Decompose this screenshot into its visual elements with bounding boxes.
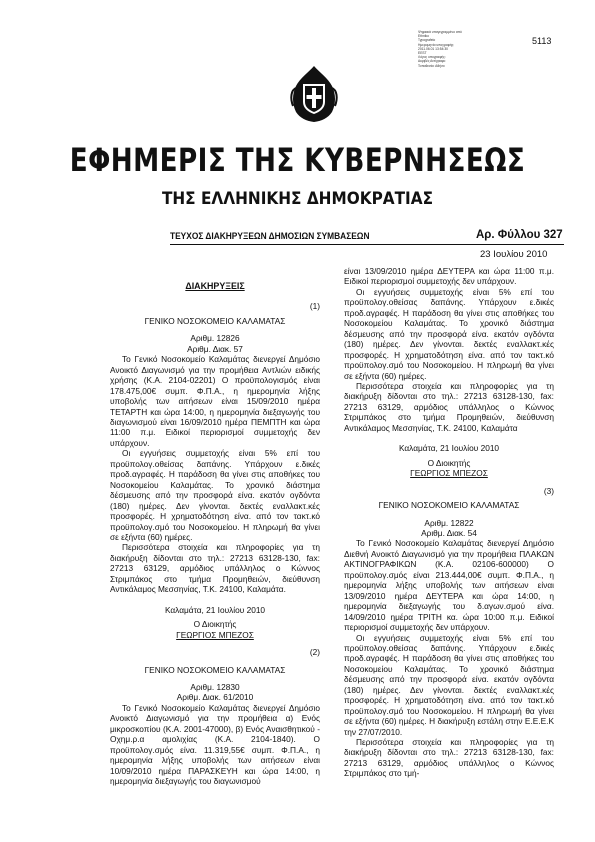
notice-paragraph: Το Γενικό Νοσοκομείο Καλαμάτας διενεργεί Δημόσιο Ανοικτό Διαγωνισμό για την προμήθεια Αντλιών ειδικής χρήσης (Κ.Α. 2104-02201) Ο προϋπολογισμός είναι 178.475,00€ συμπ. Φ.Π.Α., η ημερομηνία λήξης υποβολής των αιτήσεων είναι 15/09/2010 ημέρα ΤΕΤΑΡΤΗ και ώρα 14:00, η ημερομηνία διεξαγωγής του διαγωνισμού είναι 16/09/2010 ημέρα ΠΕΜΠΤΗ και ώρα 11:00 π.μ. Ειδικοί περιορισμοί συμμετοχής δεν υπάρχουν. [110,354,320,448]
notice-paragraph: Περισσότερα στοιχεία και πληροφορίες για τη διακήρυξη δίδονται στο τηλ.: 27213 63128-130, fax: 27213 63129, αρμόδιος υπάλληλος ο Κώννος Στριμπάκος στο τμήμα Προμηθειών, διεύθυνση Αντικάλαμος Μεσσηνίας, Τ.Κ. 24100, Καλαμάτα [344,380,554,433]
notice-organization: ΓΕΝΙΚΟ ΝΟΣΟΚΟΜΕΙΟ ΚΑΛΑΜΑΤΑΣ [378,500,520,511]
stamp-line: 2011.06.01 13:54:30 [418,46,449,51]
digital-signature-stamp [418,30,478,68]
notice-number: (2) [309,647,320,658]
notice-paragraph: Το Γενικό Νοσοκομείο Καλαμάτας διενεργεί Δημόσιο Ανοικτό Διαγωνισμό για την προμήθεια α) Ενός μικροσκοπίου (Κ.Α. 2001-47000), β) Ενός Αναισθητικού - Οχημ.ρ.α αμολιχίας (Κ.Α. 2104-1840). Ο προϋπολογ.σμός είνα. 11.319,55€ συμπ. Φ.Π.Α., η ημερομηνία λήξης υποβολής των αιτήσεων είναι 10/09/2010 ημέρα ΠΑΡΑΣΚΕΥΗ και ώρα 14:00, η ημερομηνία διεξαγωγής του διαγωνισμού [110,702,320,787]
stamp-line: Ethniko [418,34,429,39]
notice-paragraph: Οι εγγυήσεις συμμετοχής είναι 5% επί του προϋπολογ.οθείσας δαπάνης. Υπάρχουν ε.δικές προδ.αγραφές. Η παράδοση θα γίνει στις αποθήκες του Νοσοκομείου Καλαμάτας. Το χρονικό διάστημα δέσμευσης από την προσφορά είνα. εκατόν ογδόντα (180) ημέρες. Δεν γίνονται. δεκτές εναλλακτ.κές προσφορές. Η χρηματοδότηση είνα. από τον τακτ.κό προϋπολογ.σμό του Νοσοκομείου. Η πληρωμή θα γίνει σε εξήντα (60) ημέρες. [344,286,554,381]
signatory-name: ΓΕΩΡΓΙΟΣ ΜΠΕΖΟΣ [410,468,488,479]
stamp-line: EEST [418,51,427,56]
signatory-role: Ο Διοικητής [193,619,237,630]
notice-paragraph: Περισσότερα στοιχεία και πληροφορίες για τη διακήρυξη δίδονται στο τηλ.: 27213 63128-130, fax: 27213 63129, αρμόδιος υπάλληλος ο Κώννος Στριμπάκος στο τμήμα Προμηθειών, διεύθυνση Αντικάλαμος Μεσσηνίας, Τ.Κ. 24100, Καλαμάτα. [110,542,320,595]
right-column [344,266,554,779]
notice-paragraph: Οι εγγυήσεις συμμετοχής είναι 5% επί του προϋπολογ.οθείσας δαπάνης. Υπάρχουν ε.δικές προδ.αγραφές. Η παράδοση θα γίνει στις αποθήκες του Νοσοκομείου Καλαμάτας. Το χρονικό διάστημα δέσμευσης από την προσφορά είνα. εκατόν ογδόντα (180) ημέρες. Δεν γίνονται. δεκτές εναλλακτ.κές προσφορές. Η χρηματοδότηση είνα. από τον τακτ.κό προϋπολογ.σμό του Νοσοκομείου. Η πληρωμή θα γίνει σε εξήντα (60) ημέρες. Η διακήρυξη εστάλη στην Ε.Ε.Ε.Κ την 27/07/2010. [344,632,554,737]
notice-paragraph: Το Γενικό Νοσοκομείο Καλαμάτας διενεργεί Δημόσιο Διεθνή Ανοικτό Διαγωνισμό για την προμήθεια ΠΛΑΚΩΝ ΑΚΤΙΝΟΓΡΑΦΙΚΩΝ (Κ.Α. 02106-600000) Ο προϋπολογ.σμός είναι 213.444,00€ συμπ. Φ.Π.Α., η ημερομηνία λήξης υποβολής των αιτήσεων είναι 13/09/2010 ημέρα ΔΕΥΤΕΡΑ και ώρα 14:00, η ημερομηνία διεξαγωγής του δ.αγων.σμού είνα. 14/09/2010 ημέρα ΤΡΙΤΗ κα. ώρα 10:00 π.μ. Ειδικοί περιορισμοί συμμετοχής δεν υπάρχουν. [344,538,554,633]
section-heading: ΔΙΑΚΗΡΥΞΕΙΣ [185,281,245,291]
notice-ref: Αριθμ. 12830 [190,681,240,692]
sheet-number: Αρ. Φύλλου 327 [476,229,563,241]
notice-place-date: Καλαμάτα, 21 Ιουλίου 2010 [398,443,500,454]
notice-organization: ΓΕΝΙΚΟ ΝΟΣΟΚΟΜΕΙΟ ΚΑΛΑΜΑΤΑΣ [144,315,286,326]
stamp-line: Τοποθεσία: Αθήνα [418,63,445,68]
page-number: 5113 [532,36,552,46]
signatory-name: ΓΕΩΡΓΙΟΣ ΜΠΕΖΟΣ [176,629,254,640]
stamp-line: Λόγος υπογραφής: [418,55,446,60]
notice-number: (3) [543,485,554,496]
notice-ref: Αριθμ. Διακ. 57 [187,343,243,354]
stamp-line: Ημερομηνία υπογραφής: [418,42,455,47]
notice-paragraph: Οι εγγυήσεις συμμετοχής είναι 5% επί του προϋπολογ.οθείσας δαπάνης. Υπάρχουν ε.δικές προδ.αγραφές. Η παράδοση θα γίνει στις αποθήκες του Νοσοκομείου Καλαμάτας. Το χρονικό διάστημα δέσμευσης από την προσφορά είνα. εκατόν ογδόντα (180) ημέρες. Δεν γίνονται. δεκτές εναλλακτ.κές προσφορές. Η χρηματοδότηση είνα. από τον τακτ.κό προϋπολογ.σμό του Νοσοκομείου. Η πληρωμή θα γίνει σε εξήντα (60) ημέρες. [110,448,320,542]
notice-ref: Αριθμ. Διακ. 61/2010 [176,692,254,703]
left-column [110,281,320,786]
issue-series: ΤΕΥΧΟΣ ΔΙΑΚΗΡΥΞΕΩΝ ΔΗΜΟΣΙΩΝ ΣΥΜΒΑΣΕΩΝ [170,231,370,242]
issue-date: 23 Ιουλίου 2010 [480,249,548,260]
signatory-role: Ο Διοικητής [427,457,471,468]
notice-paragraph: Περισσότερα στοιχεία και πληροφορίες για τη διακήρυξη δίδονται στο τηλ.: 27213 63128-130, fax: 27213 63129, αρμόδιος υπάλληλος ο Κώννος Στριμπάκος στο τμή- [344,737,554,779]
header-divider [170,244,564,245]
notice-ref: Αριθμ. 12822 [424,517,474,528]
notice-place-date: Καλαμάτα, 21 Ιουλίου 2010 [164,604,266,615]
stamp-line: Ψηφιακά υπογεγραμμένο από [418,30,462,34]
gazette-title: ΕΦΗΜΕΡΙΣ ΤΗΣ ΚΥΒΕΡΝΗΣΕΩΣ [69,141,526,179]
notice-paragraph: είναι 13/09/2010 ημέρα ΔΕΥΤΕΡΑ και ώρα 11:00 π.μ. Ειδικοί περιορισμοί συμμετοχής δεν υπάρχουν. [344,266,554,287]
greek-coat-of-arms-icon [288,64,340,124]
notice-ref: Αριθμ. 12826 [190,333,240,344]
notice-organization: ΓΕΝΙΚΟ ΝΟΣΟΚΟΜΕΙΟ ΚΑΛΑΜΑΤΑΣ [144,664,286,675]
gazette-subtitle: ΤΗΣ ΕΛΛΗΝΙΚΗΣ ΔΗΜΟΚΡΑΤΙΑΣ [161,189,434,209]
notice-number: (1) [309,301,320,312]
stamp-line: Ακριβές Αντίγραφο [418,59,446,64]
stamp-line: Typografeio [418,38,436,43]
notice-ref: Αριθμ. Διακ. 54 [421,527,477,538]
